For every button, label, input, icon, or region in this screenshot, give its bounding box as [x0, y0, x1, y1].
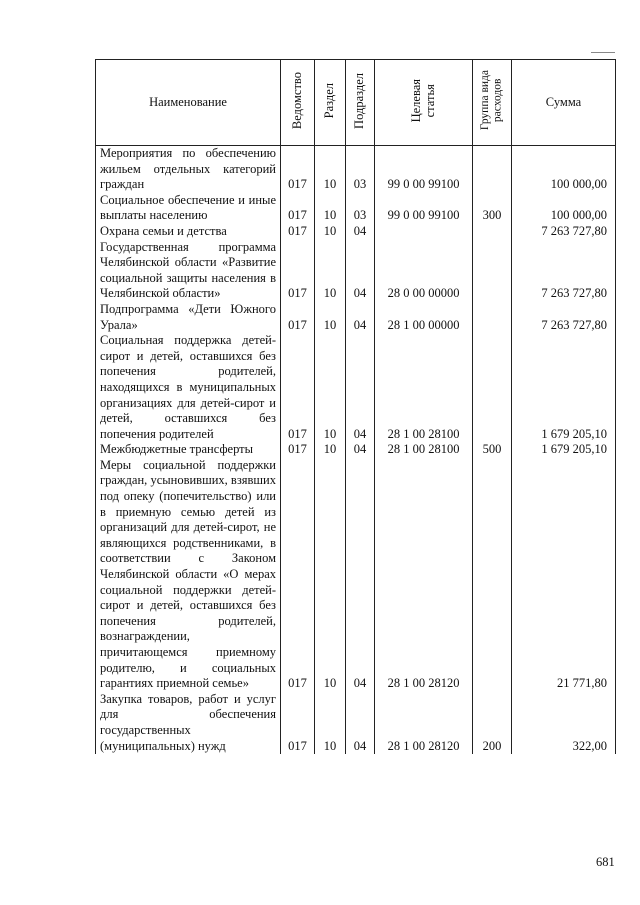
table-row	[96, 302, 616, 333]
row-razdel: 10	[315, 224, 346, 240]
row-celevaya: 99 0 00 99100	[375, 193, 473, 224]
header-podrazdel	[346, 60, 375, 146]
row-vedomstvo: 017	[281, 442, 315, 458]
row-razdel: 10	[315, 458, 346, 692]
row-celevaya: 28 1 00 00000	[375, 302, 473, 333]
row-gruppa	[473, 458, 512, 692]
header-razdel-label: Раздел	[322, 82, 337, 119]
row-vedomstvo: 017	[281, 193, 315, 224]
row-celevaya: 28 0 00 00000	[375, 240, 473, 302]
table-row	[96, 240, 616, 302]
row-summa: 21 771,80	[512, 458, 616, 692]
row-podrazdel: 04	[346, 224, 375, 240]
row-razdel: 10	[315, 302, 346, 333]
row-vedomstvo: 017	[281, 224, 315, 240]
row-summa: 1 679 205,10	[512, 333, 616, 442]
table-row	[96, 458, 616, 692]
row-gruppa	[473, 146, 512, 193]
row-name: Закупка товаров, работ и услуг для обеспечения государственных (муниципальных) нужд	[96, 692, 281, 754]
row-vedomstvo: 017	[281, 302, 315, 333]
row-name: Социальная поддержка детей-сирот и детей, оставшихся без попечения родителей, находящихся в муниципальных организациях для детей-сирот и детей, оставшихся без попечения родителей	[96, 333, 281, 442]
top-edge-mark	[591, 52, 615, 53]
row-summa: 7 263 727,80	[512, 224, 616, 240]
row-razdel: 10	[315, 146, 346, 193]
row-summa: 7 263 727,80	[512, 240, 616, 302]
row-name: Государственная программа Челябинской области «Развитие социальной защиты населения в Челябинской области»	[96, 240, 281, 302]
row-vedomstvo: 017	[281, 458, 315, 692]
row-summa: 322,00	[512, 692, 616, 754]
header-podrazdel-label: Подраздел	[352, 72, 367, 129]
header-gruppa-label: Группа вида расходов	[479, 70, 504, 131]
row-name: Межбюджетные трансферты	[96, 442, 281, 458]
row-celevaya: 99 0 00 99100	[375, 146, 473, 193]
row-name: Меры социальной поддержки граждан, усыновивших, взявших под опеку (попечительство) или в приемную семью детей из организаций для детей-сирот, не являющихся родственниками, в соответствии с Законом Челябинской области «О мерах социальной поддержки детей-сирот и детей, оставшихся без попечения родителей, вознаграждении, причитающемся приемному родителю, и социальных гарантиях приемной семье»	[96, 458, 281, 692]
header-gruppa	[473, 60, 512, 146]
row-razdel: 10	[315, 442, 346, 458]
header-summa: Сумма	[512, 60, 616, 146]
row-gruppa	[473, 240, 512, 302]
row-name: Мероприятия по обеспечению жильем отдельных категорий граждан	[96, 146, 281, 193]
row-summa: 7 263 727,80	[512, 302, 616, 333]
table-row	[96, 224, 616, 240]
row-podrazdel: 04	[346, 302, 375, 333]
header-razdel	[315, 60, 346, 146]
row-vedomstvo: 017	[281, 692, 315, 754]
row-summa: 100 000,00	[512, 146, 616, 193]
budget-table	[95, 59, 616, 754]
header-celevaya	[375, 60, 473, 146]
row-razdel: 10	[315, 692, 346, 754]
row-gruppa: 500	[473, 442, 512, 458]
row-podrazdel: 04	[346, 458, 375, 692]
row-gruppa	[473, 224, 512, 240]
row-razdel: 10	[315, 333, 346, 442]
row-summa: 100 000,00	[512, 193, 616, 224]
row-name: Охрана семьи и детства	[96, 224, 281, 240]
row-podrazdel: 03	[346, 146, 375, 193]
table-row	[96, 442, 616, 458]
table-row	[96, 146, 616, 193]
row-celevaya: 28 1 00 28100	[375, 442, 473, 458]
row-razdel: 10	[315, 240, 346, 302]
row-podrazdel: 04	[346, 333, 375, 442]
row-podrazdel: 03	[346, 193, 375, 224]
row-podrazdel: 04	[346, 442, 375, 458]
row-name: Подпрограмма «Дети Южного Урала»	[96, 302, 281, 333]
header-celevaya-label: Целевая статья	[408, 78, 437, 123]
row-gruppa: 200	[473, 692, 512, 754]
table-header-row	[96, 60, 616, 146]
header-name: Наименование	[96, 60, 281, 146]
row-vedomstvo: 017	[281, 240, 315, 302]
header-vedomstvo-label: Ведомство	[289, 71, 304, 130]
row-podrazdel: 04	[346, 240, 375, 302]
row-podrazdel: 04	[346, 692, 375, 754]
row-vedomstvo: 017	[281, 146, 315, 193]
table-row	[96, 333, 616, 442]
row-celevaya: 28 1 00 28100	[375, 333, 473, 442]
row-celevaya	[375, 224, 473, 240]
row-name: Социальное обеспечение и иные выплаты населению	[96, 193, 281, 224]
table-row	[96, 692, 616, 754]
row-gruppa: 300	[473, 193, 512, 224]
row-gruppa	[473, 333, 512, 442]
row-vedomstvo: 017	[281, 333, 315, 442]
row-gruppa	[473, 302, 512, 333]
row-celevaya: 28 1 00 28120	[375, 458, 473, 692]
header-vedomstvo	[281, 60, 315, 146]
table-row	[96, 193, 616, 224]
row-razdel: 10	[315, 193, 346, 224]
row-summa: 1 679 205,10	[512, 442, 616, 458]
row-celevaya: 28 1 00 28120	[375, 692, 473, 754]
page-number: 681	[596, 855, 615, 869]
